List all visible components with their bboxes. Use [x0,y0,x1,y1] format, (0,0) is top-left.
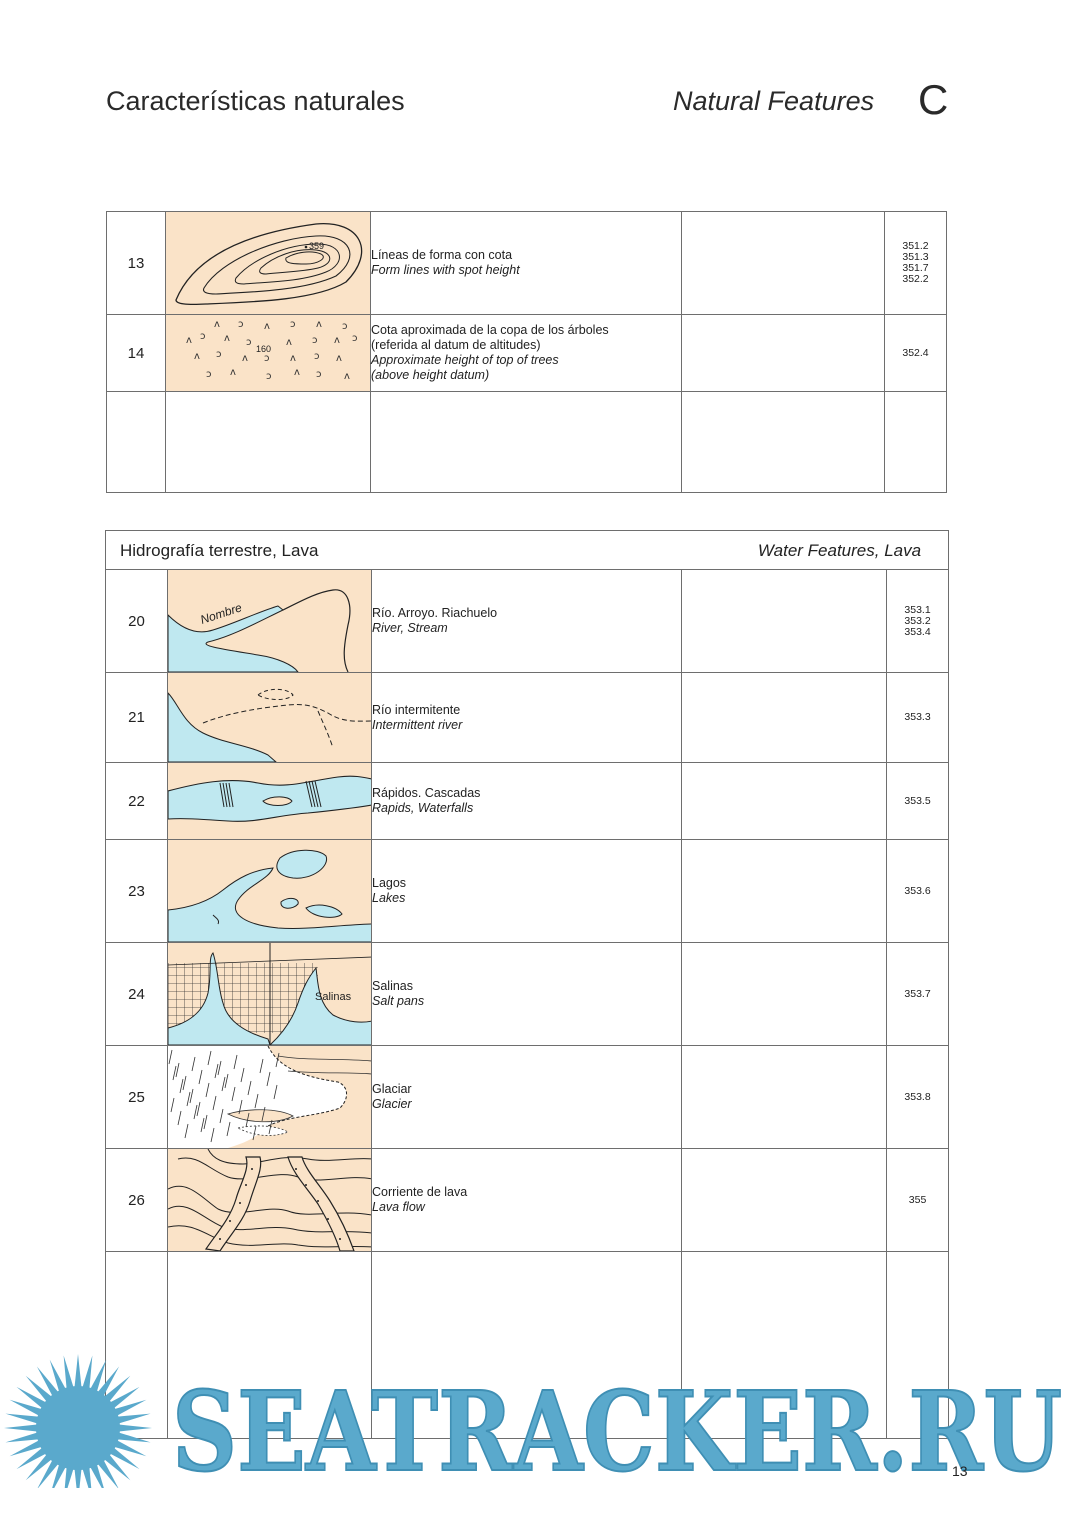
ref-item: 353.7 [904,987,931,1000]
ref-item: 352.4 [902,346,929,359]
svg-text:ɔ: ɔ [352,333,358,344]
table-row [107,315,947,392]
row-description [372,673,682,763]
empty-cell [682,315,885,392]
page-title-es: Características naturales [106,86,405,116]
row-description [372,570,682,673]
row-refs [887,1149,949,1252]
ref-item: 353.4 [904,625,931,638]
svg-text:ʌ: ʌ [286,337,292,348]
row-description [371,212,682,315]
symbol-form-lines [166,212,371,315]
page-title-en: Natural Features [673,86,875,116]
empty-cell [682,570,887,673]
ref-item: 353.5 [904,794,931,807]
row-description [372,840,682,943]
symbol-river [168,570,372,673]
svg-text:ɔ: ɔ [314,351,320,362]
row-number: 22 [106,763,168,840]
watermark-text: SEATRACKER.RU [172,1367,1062,1488]
row-number: 21 [106,673,168,763]
svg-text:ʌ: ʌ [230,367,236,378]
desc-es: Salinas [372,979,413,993]
empty-cell [682,840,887,943]
symbol-lakes [168,840,372,943]
row-description [372,1046,682,1149]
empty-cell [682,763,887,840]
svg-text:ɔ: ɔ [238,319,244,330]
desc-en: Salt pans [372,994,425,1008]
symbol-tree-height [166,315,371,392]
desc-en: (above height datum) [371,368,490,382]
salt-pans-label: Salinas [315,991,352,1003]
row-refs [887,763,949,840]
empty-cell [682,1046,887,1149]
symbol-intermittent-river [168,673,372,763]
desc-es: (referida al datum de altitudes) [371,338,541,352]
desc-es: Río intermitente [372,702,461,717]
svg-text:ʌ: ʌ [242,353,248,364]
symbol-glacier [168,1046,372,1149]
svg-text:ʌ: ʌ [214,319,220,330]
svg-text:ɔ: ɔ [342,321,348,332]
svg-text:ʌ: ʌ [334,335,340,346]
svg-text:ɔ: ɔ [200,331,206,342]
row-number: 14 [107,315,166,392]
relief-table [106,211,947,493]
ref-item: 351.2 [902,240,929,252]
svg-text:ɔ: ɔ [246,337,252,348]
svg-text:ɔ: ɔ [216,349,222,360]
desc-es: Líneas de forma con cota [371,248,513,262]
ref-item: 353.6 [904,884,931,897]
desc-en: Glacier [372,1097,412,1111]
svg-text:ʌ: ʌ [294,367,300,378]
desc-es: Cota aproximada de la copa de los árboles [371,323,609,337]
ref-item: 353.3 [904,711,931,723]
svg-text:ɔ: ɔ [264,353,270,364]
desc-es: Lagos [372,876,407,890]
empty-cell [682,212,885,315]
desc-es: Rápidos. Cascadas [372,786,481,800]
table-row-empty [107,392,947,493]
tree-height-label: 160 [256,344,272,354]
row-refs [887,570,949,673]
svg-text:ʌ: ʌ [336,353,342,364]
table-row [107,212,947,315]
row-refs [887,1046,949,1149]
svg-text:ɔ: ɔ [266,371,272,382]
empty-cell [682,673,887,763]
ref-item: 353.2 [904,614,931,627]
page-number: 13 [952,1463,968,1479]
table-row-empty [106,1252,949,1439]
svg-text:ʌ: ʌ [316,319,322,330]
desc-en: Intermittent river [372,717,463,732]
row-description [372,1149,682,1252]
svg-text:ɔ: ɔ [312,335,318,346]
empty-cell [682,1149,887,1252]
svg-text:ʌ: ʌ [186,335,192,346]
row-description [372,763,682,840]
section-title-es: Hidrografía terrestre, Lava [120,541,319,560]
row-refs [885,212,947,315]
table-row [106,943,949,1046]
desc-en: Lava flow [372,1200,425,1214]
row-number: 24 [106,943,168,1046]
water-features-table [105,530,949,1439]
desc-en: Rapids, Waterfalls [372,801,474,815]
svg-text:ʌ: ʌ [264,321,270,332]
row-number: 25 [106,1046,168,1149]
row-number: 26 [106,1149,168,1252]
row-refs [885,315,947,392]
row-number: 20 [106,570,168,673]
row-refs [887,673,949,763]
svg-text:ʌ: ʌ [224,333,230,344]
svg-text:ɔ: ɔ [316,369,322,380]
symbol-rapids [168,763,372,840]
desc-es: Corriente de lava [372,1185,468,1199]
ref-item: 355 [908,1193,927,1206]
section-letter: C [918,76,949,123]
spot-height-label: 359 [309,241,325,251]
svg-text:ɔ: ɔ [206,369,212,380]
svg-text:ʌ: ʌ [344,371,350,382]
table-row [106,1149,949,1252]
ref-item: 353.1 [904,603,931,616]
symbol-salt-pans [168,943,372,1046]
row-refs [887,840,949,943]
desc-es: Río. Arroyo. Riachuelo [372,606,498,620]
section-title-en: Water Features, Lava [757,541,922,560]
table-row [106,763,949,840]
desc-en: River, Stream [372,621,448,635]
row-description [371,315,682,392]
table-row [106,840,949,943]
ref-item: 351.3 [902,251,929,263]
table-row [106,673,949,763]
ref-item: 353.8 [904,1090,931,1103]
desc-en: Approximate height of top of trees [371,353,559,367]
table-row [106,1046,949,1149]
svg-text:ɔ: ɔ [290,319,296,330]
row-refs [887,943,949,1046]
ref-item: 352.2 [902,273,929,285]
symbol-lava-flow [168,1149,372,1252]
section-title-row [106,531,949,570]
table-row [106,570,949,673]
desc-en: Lakes [372,891,406,905]
river-name-label: Nombre [198,600,244,627]
row-number: 23 [106,840,168,943]
ref-item: 351.7 [902,262,929,274]
empty-cell [682,943,887,1046]
row-number: 13 [107,212,166,315]
svg-text:ʌ: ʌ [194,351,200,362]
row-description [372,943,682,1046]
desc-en: Form lines with spot height [371,263,520,277]
desc-es: Glaciar [372,1082,412,1096]
svg-text:ʌ: ʌ [290,353,296,364]
